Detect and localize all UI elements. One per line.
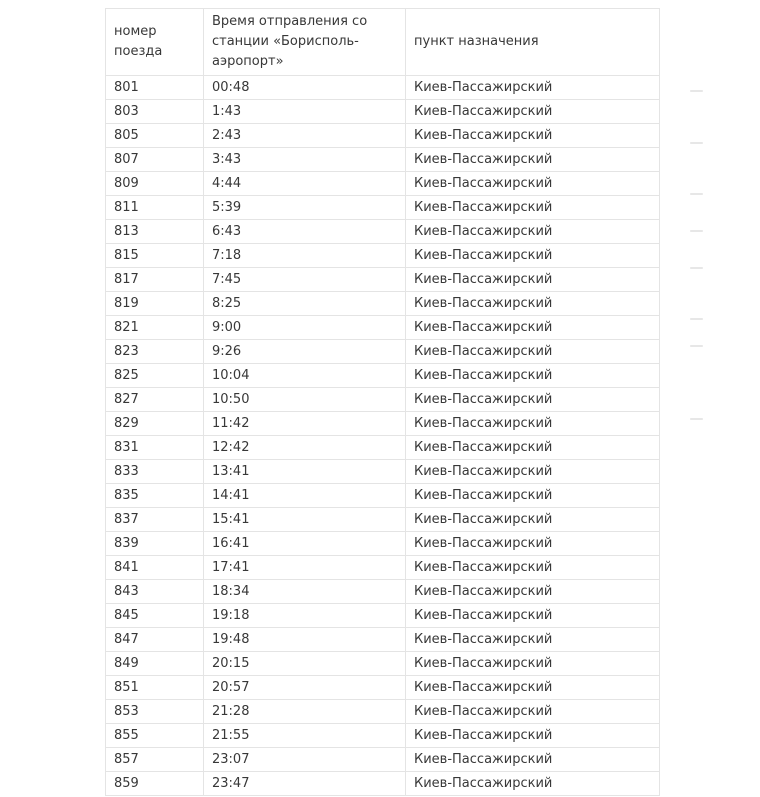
train-number-cell: 813 bbox=[106, 220, 204, 244]
train-number-cell: 829 bbox=[106, 412, 204, 436]
table-row bbox=[106, 628, 660, 652]
departure-time-cell: 5:39 bbox=[204, 196, 406, 220]
table-row bbox=[106, 580, 660, 604]
table-row bbox=[106, 724, 660, 748]
destination-cell: Киев-Пассажирский bbox=[406, 220, 660, 244]
destination-cell: Киев-Пассажирский bbox=[406, 316, 660, 340]
destination-cell: Киев-Пассажирский bbox=[406, 724, 660, 748]
departure-time-cell: 2:43 bbox=[204, 124, 406, 148]
table-row bbox=[106, 76, 660, 100]
train-number-cell: 801 bbox=[106, 76, 204, 100]
destination-cell: Киев-Пассажирский bbox=[406, 148, 660, 172]
departure-time-cell: 23:47 bbox=[204, 772, 406, 796]
departure-time-cell: 15:41 bbox=[204, 508, 406, 532]
departure-time-cell: 23:07 bbox=[204, 748, 406, 772]
departure-time-cell: 7:45 bbox=[204, 268, 406, 292]
table-row bbox=[106, 604, 660, 628]
departure-time-cell: 13:41 bbox=[204, 460, 406, 484]
destination-cell: Киев-Пассажирский bbox=[406, 364, 660, 388]
header-departure-time: Время отправления со станции «Борисполь-аэропорт» bbox=[204, 9, 406, 76]
departure-time-cell: 7:18 bbox=[204, 244, 406, 268]
train-number-cell: 853 bbox=[106, 700, 204, 724]
train-schedule-table bbox=[105, 8, 660, 796]
destination-cell: Киев-Пассажирский bbox=[406, 532, 660, 556]
table-row bbox=[106, 220, 660, 244]
departure-time-cell: 8:25 bbox=[204, 292, 406, 316]
train-number-cell: 815 bbox=[106, 244, 204, 268]
table-row bbox=[106, 532, 660, 556]
destination-cell: Киев-Пассажирский bbox=[406, 124, 660, 148]
train-number-cell: 837 bbox=[106, 508, 204, 532]
table-header bbox=[106, 9, 660, 76]
departure-time-cell: 9:00 bbox=[204, 316, 406, 340]
header-destination: пункт назначения bbox=[406, 9, 660, 76]
departure-time-cell: 10:50 bbox=[204, 388, 406, 412]
destination-cell: Киев-Пассажирский bbox=[406, 580, 660, 604]
train-number-cell: 835 bbox=[106, 484, 204, 508]
train-number-cell: 831 bbox=[106, 436, 204, 460]
destination-cell: Киев-Пассажирский bbox=[406, 292, 660, 316]
table-row bbox=[106, 700, 660, 724]
departure-time-cell: 21:28 bbox=[204, 700, 406, 724]
stray-mark bbox=[690, 230, 703, 232]
train-number-cell: 847 bbox=[106, 628, 204, 652]
table-row bbox=[106, 652, 660, 676]
train-number-cell: 811 bbox=[106, 196, 204, 220]
schedule-table-body bbox=[106, 76, 660, 796]
destination-cell: Киев-Пассажирский bbox=[406, 772, 660, 796]
header-train-number: номер поезда bbox=[106, 9, 204, 76]
destination-cell: Киев-Пассажирский bbox=[406, 556, 660, 580]
train-number-cell: 825 bbox=[106, 364, 204, 388]
train-number-cell: 817 bbox=[106, 268, 204, 292]
departure-time-cell: 12:42 bbox=[204, 436, 406, 460]
destination-cell: Киев-Пассажирский bbox=[406, 604, 660, 628]
table-row bbox=[106, 676, 660, 700]
stray-mark bbox=[690, 267, 703, 269]
table-row bbox=[106, 340, 660, 364]
stray-mark bbox=[690, 318, 703, 320]
train-number-cell: 833 bbox=[106, 460, 204, 484]
train-number-cell: 857 bbox=[106, 748, 204, 772]
table-row bbox=[106, 148, 660, 172]
table-row bbox=[106, 484, 660, 508]
table-row bbox=[106, 124, 660, 148]
departure-time-cell: 11:42 bbox=[204, 412, 406, 436]
departure-time-cell: 6:43 bbox=[204, 220, 406, 244]
destination-cell: Киев-Пассажирский bbox=[406, 700, 660, 724]
train-number-cell: 839 bbox=[106, 532, 204, 556]
destination-cell: Киев-Пассажирский bbox=[406, 508, 660, 532]
train-schedule-table-container bbox=[105, 8, 660, 796]
departure-time-cell: 19:18 bbox=[204, 604, 406, 628]
table-row bbox=[106, 460, 660, 484]
train-number-cell: 803 bbox=[106, 100, 204, 124]
stray-mark bbox=[690, 345, 703, 347]
stray-mark bbox=[690, 418, 703, 420]
departure-time-cell: 20:57 bbox=[204, 676, 406, 700]
train-number-cell: 845 bbox=[106, 604, 204, 628]
train-number-cell: 841 bbox=[106, 556, 204, 580]
destination-cell: Киев-Пассажирский bbox=[406, 436, 660, 460]
table-row bbox=[106, 292, 660, 316]
destination-cell: Киев-Пассажирский bbox=[406, 172, 660, 196]
departure-time-cell: 9:26 bbox=[204, 340, 406, 364]
destination-cell: Киев-Пассажирский bbox=[406, 676, 660, 700]
departure-time-cell: 14:41 bbox=[204, 484, 406, 508]
departure-time-cell: 16:41 bbox=[204, 532, 406, 556]
table-row bbox=[106, 364, 660, 388]
destination-cell: Киев-Пассажирский bbox=[406, 652, 660, 676]
destination-cell: Киев-Пассажирский bbox=[406, 340, 660, 364]
table-row bbox=[106, 244, 660, 268]
header-row bbox=[106, 9, 660, 76]
stray-mark bbox=[690, 90, 703, 92]
stray-mark bbox=[690, 193, 703, 195]
stray-mark bbox=[690, 142, 703, 144]
table-row bbox=[106, 436, 660, 460]
train-number-cell: 805 bbox=[106, 124, 204, 148]
table-row bbox=[106, 556, 660, 580]
departure-time-cell: 21:55 bbox=[204, 724, 406, 748]
table-row bbox=[106, 772, 660, 796]
departure-time-cell: 20:15 bbox=[204, 652, 406, 676]
table-row bbox=[106, 196, 660, 220]
destination-cell: Киев-Пассажирский bbox=[406, 100, 660, 124]
table-row bbox=[106, 412, 660, 436]
destination-cell: Киев-Пассажирский bbox=[406, 460, 660, 484]
train-number-cell: 859 bbox=[106, 772, 204, 796]
train-number-cell: 819 bbox=[106, 292, 204, 316]
table-row bbox=[106, 268, 660, 292]
train-number-cell: 855 bbox=[106, 724, 204, 748]
departure-time-cell: 10:04 bbox=[204, 364, 406, 388]
destination-cell: Киев-Пассажирский bbox=[406, 628, 660, 652]
train-number-cell: 807 bbox=[106, 148, 204, 172]
departure-time-cell: 19:48 bbox=[204, 628, 406, 652]
departure-time-cell: 1:43 bbox=[204, 100, 406, 124]
departure-time-cell: 3:43 bbox=[204, 148, 406, 172]
table-row bbox=[106, 316, 660, 340]
table-row bbox=[106, 508, 660, 532]
departure-time-cell: 4:44 bbox=[204, 172, 406, 196]
destination-cell: Киев-Пассажирский bbox=[406, 196, 660, 220]
departure-time-cell: 00:48 bbox=[204, 76, 406, 100]
table-row bbox=[106, 748, 660, 772]
table-row bbox=[106, 388, 660, 412]
train-number-cell: 827 bbox=[106, 388, 204, 412]
train-number-cell: 809 bbox=[106, 172, 204, 196]
destination-cell: Киев-Пассажирский bbox=[406, 76, 660, 100]
destination-cell: Киев-Пассажирский bbox=[406, 244, 660, 268]
destination-cell: Киев-Пассажирский bbox=[406, 748, 660, 772]
train-number-cell: 821 bbox=[106, 316, 204, 340]
table-row bbox=[106, 172, 660, 196]
destination-cell: Киев-Пассажирский bbox=[406, 484, 660, 508]
departure-time-cell: 18:34 bbox=[204, 580, 406, 604]
destination-cell: Киев-Пассажирский bbox=[406, 412, 660, 436]
destination-cell: Киев-Пассажирский bbox=[406, 268, 660, 292]
train-number-cell: 843 bbox=[106, 580, 204, 604]
destination-cell: Киев-Пассажирский bbox=[406, 388, 660, 412]
train-number-cell: 849 bbox=[106, 652, 204, 676]
table-row bbox=[106, 100, 660, 124]
train-number-cell: 851 bbox=[106, 676, 204, 700]
train-number-cell: 823 bbox=[106, 340, 204, 364]
departure-time-cell: 17:41 bbox=[204, 556, 406, 580]
